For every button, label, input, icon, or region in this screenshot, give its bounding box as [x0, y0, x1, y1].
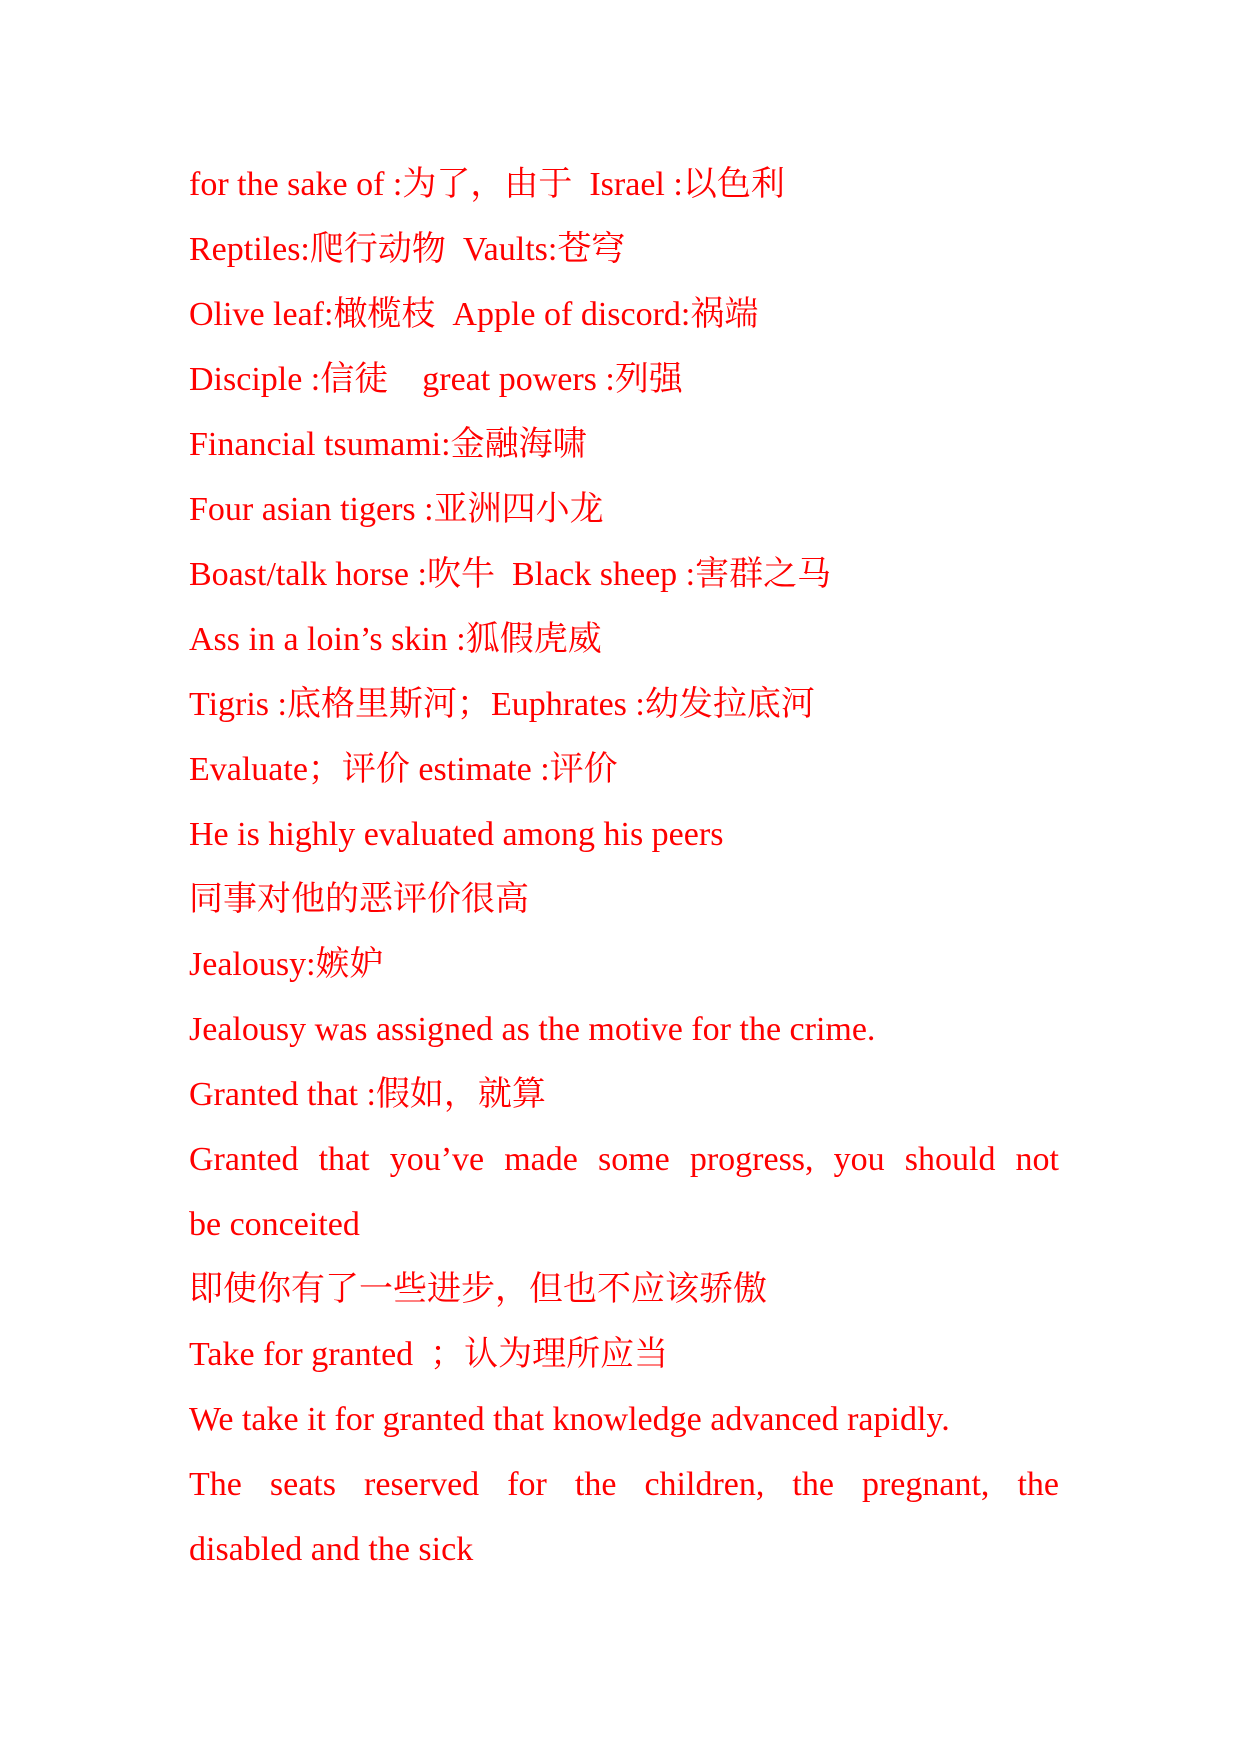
- text-line: Financial tsumami:金融海啸: [189, 426, 587, 463]
- text-line: Evaluate；评价 estimate :评价: [189, 751, 618, 788]
- text-line: Four asian tigers :亚洲四小龙: [189, 491, 604, 528]
- text-line: for the sake of :为了，由于 Israel :以色利: [189, 166, 785, 203]
- text-line: Olive leaf:橄榄枝 Apple of discord:祸端: [189, 296, 759, 333]
- text-line: disabled and the sick: [189, 1531, 474, 1568]
- text-line: Granted that :假如，就算: [189, 1076, 546, 1113]
- text-line: Reptiles:爬行动物 Vaults:苍穹: [189, 231, 626, 268]
- text-line: Boast/talk horse :吹牛 Black sheep :害群之马: [189, 556, 832, 593]
- text-line: We take it for granted that knowledge advanced rapidly.: [189, 1401, 950, 1438]
- text-line: Granted that you’ve made some progress, you should not: [189, 1141, 1059, 1178]
- text-line: be conceited: [189, 1206, 360, 1243]
- text-line: Ass in a loin’s skin :狐假虎威: [189, 621, 602, 658]
- vocabulary-notes: [189, 152, 1059, 1582]
- text-line: Jealousy:嫉妒: [189, 946, 384, 983]
- text-line: Disciple :信徒 great powers :列强: [189, 361, 683, 398]
- text-line: He is highly evaluated among his peers: [189, 816, 724, 853]
- text-line: Jealousy was assigned as the motive for the crime.: [189, 1011, 876, 1048]
- text-line: 同事对他的恶评价很高: [189, 881, 529, 918]
- text-line: Take for granted ；认为理所应当: [189, 1336, 669, 1373]
- text-line: The seats reserved for the children, the pregnant, the: [189, 1466, 1059, 1503]
- text-line: Tigris :底格里斯河；Euphrates :幼发拉底河: [189, 686, 815, 723]
- text-line: 即使你有了一些进步，但也不应该骄傲: [189, 1271, 767, 1308]
